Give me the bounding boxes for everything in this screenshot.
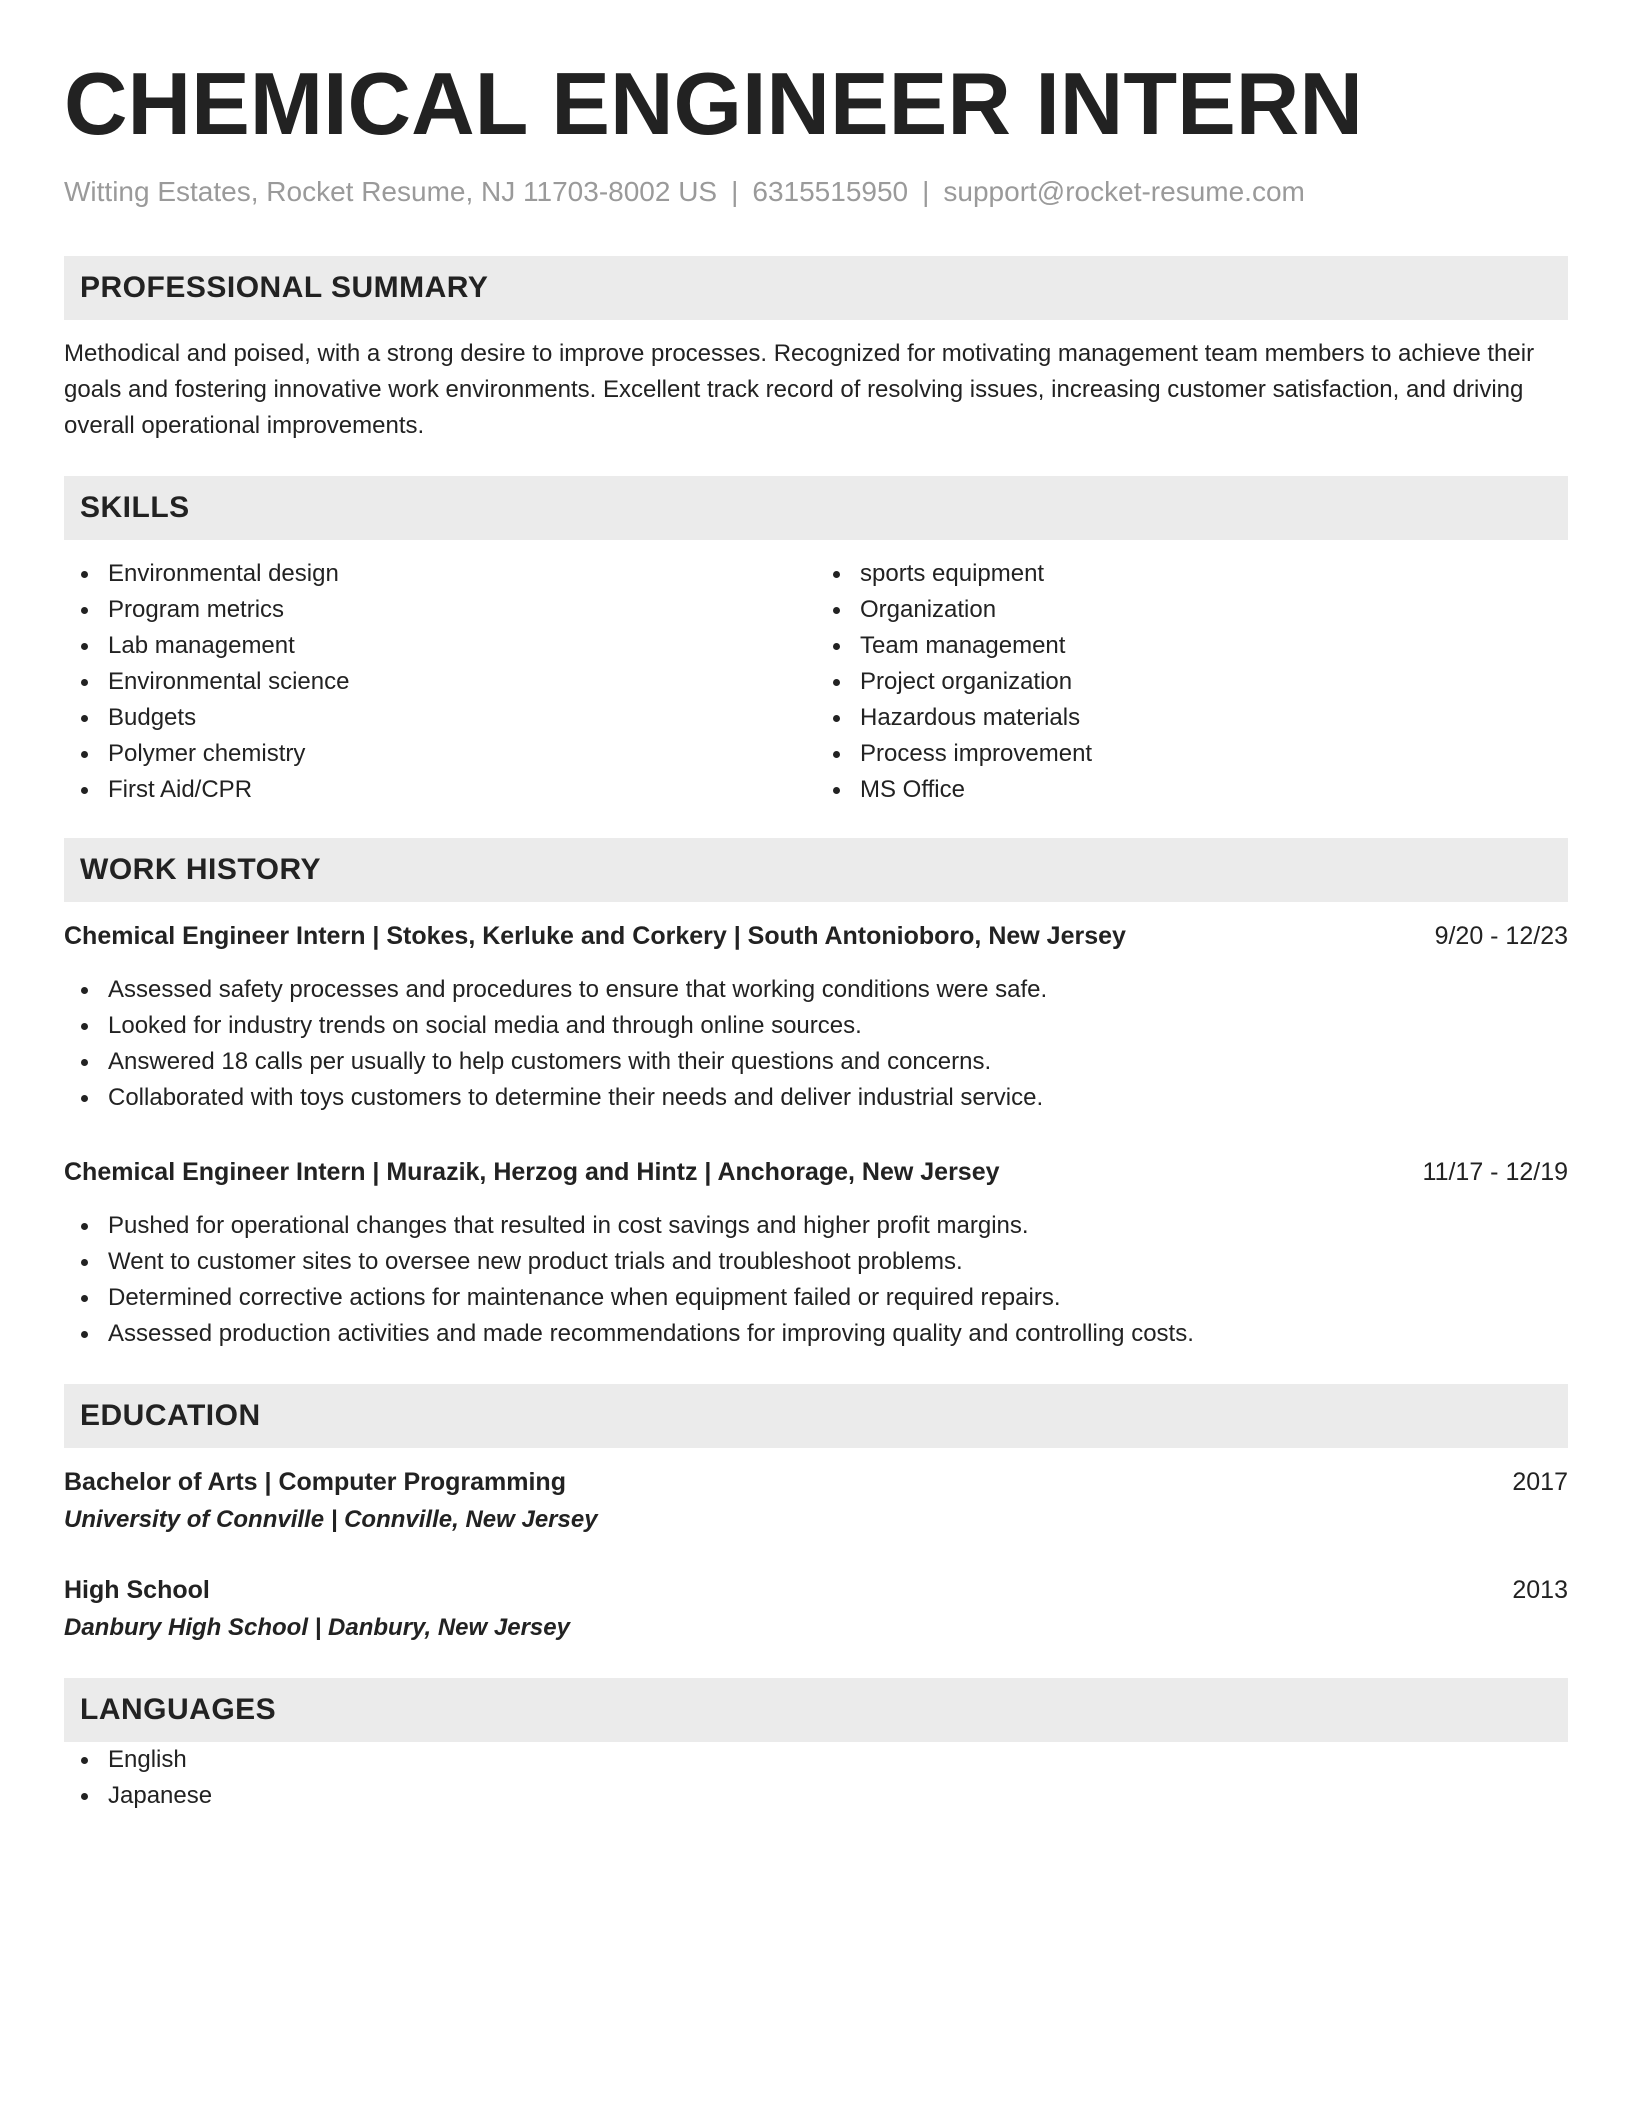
contact-address: Witting Estates, Rocket Resume, NJ 11703-8002 US: [64, 176, 718, 207]
education-degree: Bachelor of Arts | Computer Programming: [64, 1468, 566, 1496]
section-header-languages: LANGUAGES: [64, 1678, 1568, 1742]
contact-line: [64, 174, 1568, 210]
section-header-work-history: WORK HISTORY: [64, 838, 1568, 902]
contact-separator: |: [731, 176, 739, 207]
skill-item: Environmental science: [108, 664, 816, 700]
education-year: 2017: [1512, 1468, 1568, 1496]
skill-item: Polymer chemistry: [108, 736, 816, 772]
language-item: Japanese: [108, 1778, 1568, 1814]
skills-column-right: [816, 556, 1568, 808]
skills-grid: [64, 556, 1568, 808]
skill-item: Program metrics: [108, 592, 816, 628]
job-dates: 9/20 - 12/23: [1434, 922, 1568, 950]
job-bullet: Looked for industry trends on social media and through online sources.: [108, 1008, 1568, 1044]
section-header-skills: SKILLS: [64, 476, 1568, 540]
skill-item: sports equipment: [860, 556, 1568, 592]
skill-item: Lab management: [108, 628, 816, 664]
job-entry: [64, 918, 1568, 1116]
education-degree: High School: [64, 1576, 210, 1604]
section-header-education: EDUCATION: [64, 1384, 1568, 1448]
education-entry: [64, 1464, 1568, 1538]
education-school: University of Connville | Connville, New Jersey: [64, 1506, 598, 1533]
skill-item: Organization: [860, 592, 1568, 628]
job-bullet: Assessed safety processes and procedures to ensure that working conditions were safe.: [108, 972, 1568, 1008]
job-bullet: Went to customer sites to oversee new product trials and troubleshoot problems.: [108, 1244, 1568, 1280]
education-heading-row: [64, 1572, 1568, 1608]
job-bullet: Collaborated with toys customers to determine their needs and deliver industrial service.: [108, 1080, 1568, 1116]
skill-item: First Aid/CPR: [108, 772, 816, 808]
job-dates: 11/17 - 12/19: [1422, 1158, 1568, 1186]
skills-column-left: [64, 556, 816, 808]
languages-list: [64, 1742, 1568, 1814]
contact-separator: |: [922, 176, 930, 207]
job-bullet: Assessed production activities and made recommendations for improving quality and controlling costs.: [108, 1316, 1568, 1352]
skill-item: Hazardous materials: [860, 700, 1568, 736]
education-year: 2013: [1512, 1576, 1568, 1604]
job-bullets: [64, 972, 1568, 1116]
summary-text: Methodical and poised, with a strong desire to improve processes. Recognized for motivating management team members to achieve their goals and fostering innovative work environments. Excellent track record of resolving issues, increasing customer satisfaction, and driving overall operational improvements.: [64, 340, 1535, 439]
contact-email: support@rocket-resume.com: [943, 176, 1305, 207]
education-entry: [64, 1572, 1568, 1646]
skill-item: MS Office: [860, 772, 1568, 808]
job-heading-row: [64, 1154, 1568, 1190]
candidate-name: CHEMICAL ENGINEER INTERN: [64, 54, 1363, 153]
skill-item: Process improvement: [860, 736, 1568, 772]
skill-item: Project organization: [860, 664, 1568, 700]
section-header-summary: PROFESSIONAL SUMMARY: [64, 256, 1568, 320]
skill-item: Budgets: [108, 700, 816, 736]
skill-item: Team management: [860, 628, 1568, 664]
job-heading: Chemical Engineer Intern | Murazik, Herzog and Hintz | Anchorage, New Jersey: [64, 1158, 1000, 1186]
language-item: English: [108, 1742, 1568, 1778]
education-heading-row: [64, 1464, 1568, 1500]
job-bullets: [64, 1208, 1568, 1352]
job-heading-row: [64, 918, 1568, 954]
job-bullet: Answered 18 calls per usually to help customers with their questions and concerns.: [108, 1044, 1568, 1080]
job-entry: [64, 1154, 1568, 1352]
job-bullet: Determined corrective actions for maintenance when equipment failed or required repairs.: [108, 1280, 1568, 1316]
job-bullet: Pushed for operational changes that resulted in cost savings and higher profit margins.: [108, 1208, 1568, 1244]
contact-phone: 6315515950: [752, 176, 909, 207]
skill-item: Environmental design: [108, 556, 816, 592]
education-school: Danbury High School | Danbury, New Jersey: [64, 1614, 570, 1641]
job-heading: Chemical Engineer Intern | Stokes, Kerluke and Corkery | South Antonioboro, New Jersey: [64, 922, 1126, 950]
